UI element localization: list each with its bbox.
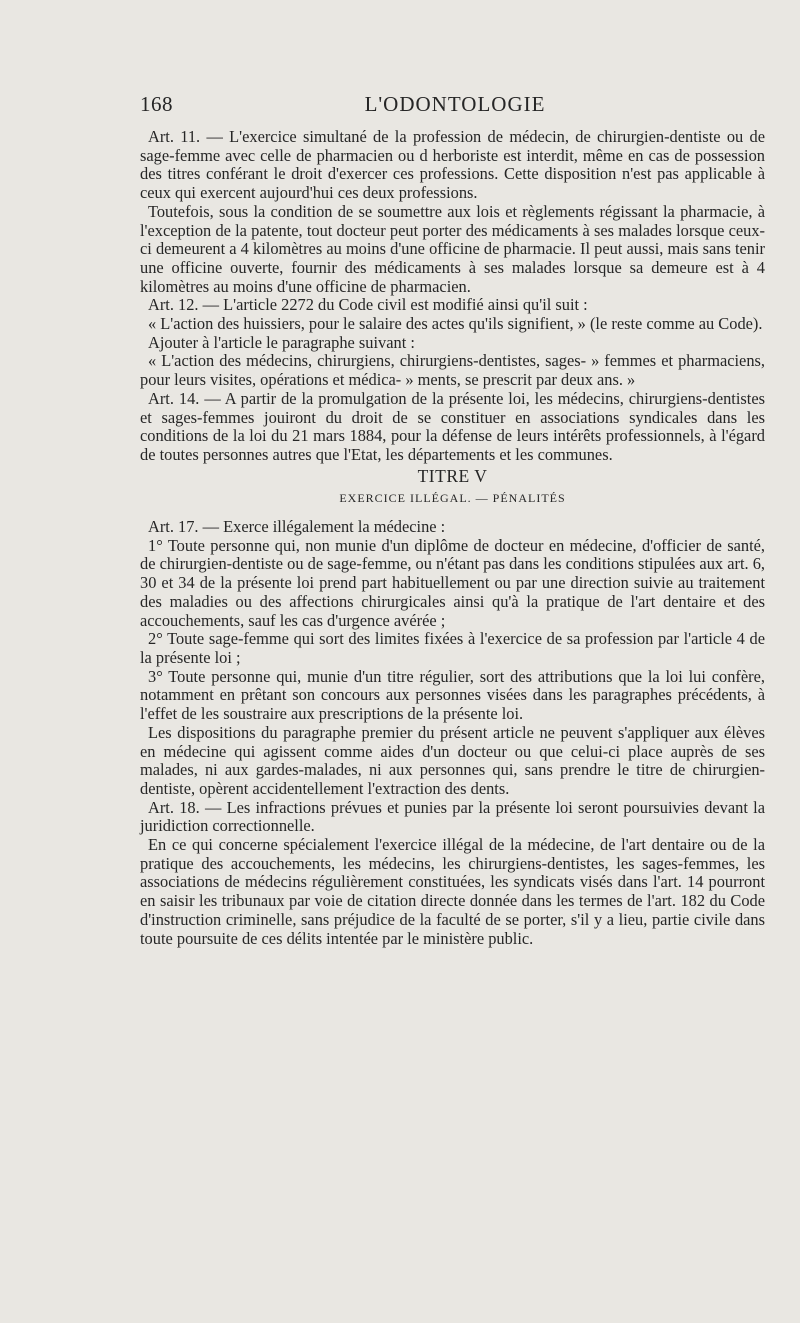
paragraph-dispositions: Les dispositions du paragraphe premier du présent article ne peuvent s'appliquer aux élèves en médecine qui agissent comme aides d'un docteur ou que celui-ci place auprès de ses malades, ni aux gardes-malades, ni aux personnes qui, sans prendre le titre de chirurgien-dentiste, opèrent accidentellement l'extraction des dents. bbox=[140, 722, 765, 798]
section-subtitle: EXERCICE ILLÉGAL. — PÉNALITÉS bbox=[339, 491, 566, 506]
article-body bbox=[140, 128, 765, 948]
page-number: 168 bbox=[140, 92, 173, 116]
paragraph-en-ce-qui-concerne: En ce qui concerne spécialement l'exercice illégal de la médecine, de l'art dentaire ou de la pratique des accouchements, les médecins, les chirurgiens-dentistes, les sages-femmes, les associations de médecins régulièrement constituées, les syndicats visés dans l'art. 14 pourront en saisir les tribunaux par voie de citation directe donnée dans les termes de l'art. 182 du Code d'instruction criminelle, sans préjudice de la faculté de se porter, s'il y a lieu, partie civile dans toute poursuite de ces délits intentée par le ministère public. bbox=[140, 835, 765, 948]
section-title: TITRE V bbox=[417, 465, 488, 486]
paragraph-ajouter: Ajouter à l'article le paragraphe suivant : bbox=[148, 332, 415, 352]
running-head: L'ODONTOLOGIE bbox=[364, 92, 546, 116]
page-header bbox=[135, 92, 775, 122]
paragraph-art-11: Art. 11. — L'exercice simultané de la profession de médecin, de chirurgien-dentiste ou de sage-femme avec celle de pharmacien ou d herboriste est interdit, même en cas de possession des titres conférant le droit d'exercer ces professions. Cette disposition n'est pas applicable à ceux qui exercent aujourd'hui ces deux professions. bbox=[140, 127, 765, 203]
paragraph-art-12: Art. 12. — L'article 2272 du Code civil est modifié ainsi qu'il suit : bbox=[148, 295, 588, 315]
paragraph-toutefois: Toutefois, sous la condition de se soumettre aux lois et règlements régissant la pharmacie, à l'exception de la patente, tout docteur peut porter des médicaments à ses malades lorsque ceux-ci demeurent a 4 kilomètres au moins d'une officine de pharmacie. Il peut aussi, mais sans tenir une officine ouverte, fournir des médicaments à ses malades lorsque sa demeure est à 4 kilomètres au moins d'une officine de pharmacien. bbox=[140, 201, 765, 296]
paragraph-quote-huissiers: « L'action des huissiers, pour le salaire des actes qu'ils signifient, » (le reste comme au Code). bbox=[148, 314, 763, 334]
paragraph-item-1: 1° Toute personne qui, non munie d'un diplôme de docteur en médecine, d'officier de santé, de chirurgien-dentiste ou de sage-femme, ou n'étant pas dans les conditions stipulées aux art. 6, 30 et 34 de la présente loi prend part habituellement ou par une direction suivie au traitement des maladies ou des affections chirurgicales ainsi qu'à la pratique de l'art dentaire et des accouchements, sauf les cas d'urgence avérée ; bbox=[140, 535, 765, 630]
paragraph-art-18: Art. 18. — Les infractions prévues et punies par la présente loi seront poursuivies devant la juridiction correctionnelle. bbox=[140, 797, 765, 836]
paragraph-quote-medecins: « L'action des médecins, chirurgiens, chirurgiens-dentistes, sages- » femmes et pharmaciens, pour leurs visites, opérations et médica- » ments, se prescrit par deux ans. » bbox=[140, 351, 765, 390]
paragraph-item-2: 2° Toute sage-femme qui sort des limites fixées à l'exercice de sa profession par l'article 4 de la présente loi ; bbox=[140, 629, 765, 667]
paragraph-art-17: Art. 17. — Exerce illégalement la médecine : bbox=[148, 517, 446, 537]
paragraph-item-3: 3° Toute personne qui, munie d'un titre régulier, sort des attributions que la loi lui confère, notamment en prêtant son concours aux personnes visées dans les paragraphes précédents, à l'effet de les soustraire aux prescriptions de la présente loi. bbox=[140, 666, 765, 724]
paragraph-art-14: Art. 14. — A partir de la promulgation de la présente loi, les médecins, chirurgiens-dentistes et sages-femmes jouiront du droit de se constituer en associations syndicales dans les conditions de la loi du 21 mars 1884, pour la défense de leurs intérêts professionnels, à l'égard de toutes personnes autres que l'Etat, les départements et les communes. bbox=[140, 388, 765, 464]
